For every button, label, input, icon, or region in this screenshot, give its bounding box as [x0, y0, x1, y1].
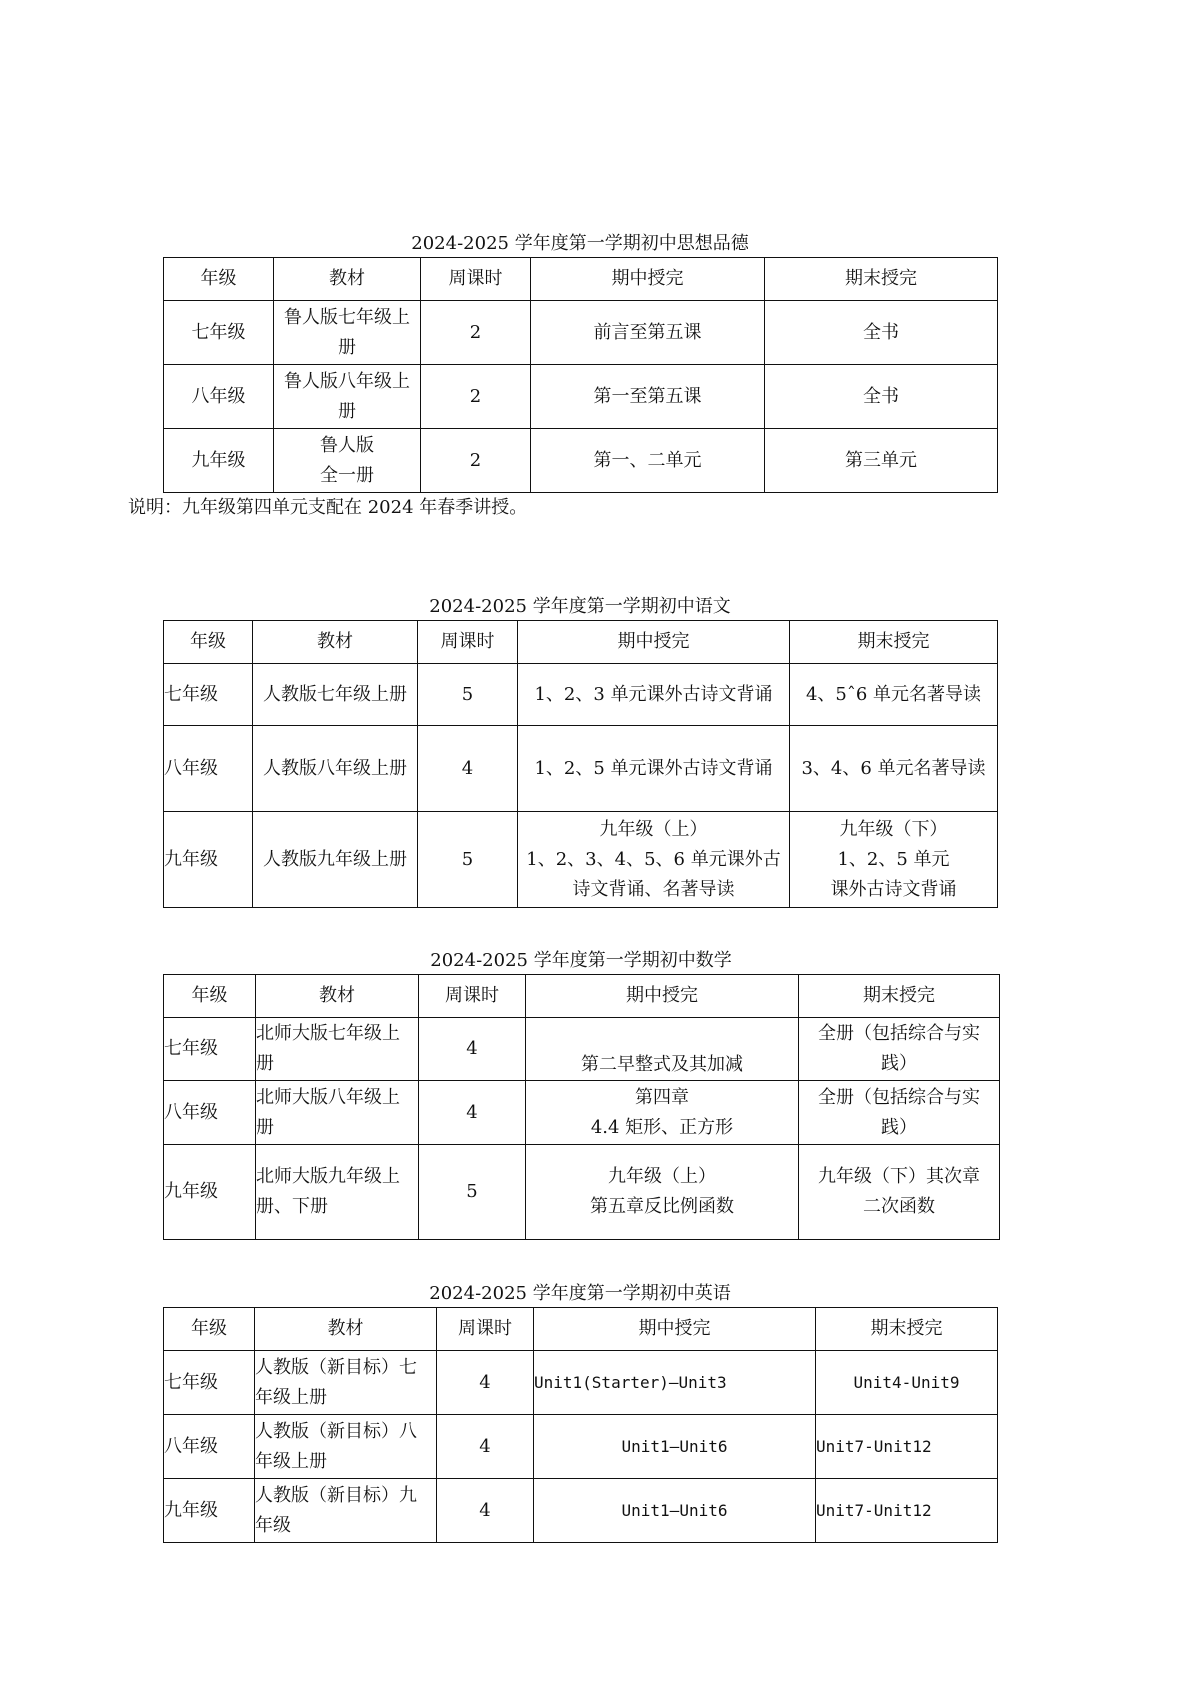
header-midterm: 期中授完 — [531, 258, 765, 301]
table-header-row — [164, 258, 998, 301]
moral-table-title: 2024-2025 学年度第一学期初中思想品德 — [411, 233, 749, 254]
grade-cell: 八年级 — [164, 726, 253, 812]
midterm-cell: 第四章 4.4 矩形、正方形 — [526, 1081, 799, 1145]
table-row — [164, 301, 998, 365]
hours-cell: 5 — [419, 1145, 526, 1240]
final-cell: 3、4、6 单元名著导读 — [790, 726, 998, 812]
table-row — [164, 1415, 998, 1479]
header-weekly-hours: 周课时 — [437, 1308, 534, 1351]
grade-cell: 九年级 — [164, 429, 274, 493]
hours-cell: 2 — [421, 365, 531, 429]
table-row — [164, 1479, 998, 1543]
final-cell: Unit4-Unit9 — [816, 1351, 998, 1415]
header-final: 期末授完 — [790, 621, 998, 664]
hours-cell: 2 — [421, 301, 531, 365]
header-weekly-hours: 周课时 — [421, 258, 531, 301]
textbook-cell: 鲁人版八年级上 册 — [274, 365, 421, 429]
table-header-row — [164, 1308, 998, 1351]
table-row — [164, 1081, 1000, 1145]
header-final: 期末授完 — [799, 975, 1000, 1018]
final-cell: 全册（包括综合与实 践） — [799, 1018, 1000, 1081]
header-textbook: 教材 — [256, 975, 419, 1018]
header-midterm: 期中授完 — [526, 975, 799, 1018]
textbook-cell: 人教版（新目标）七 年级上册 — [255, 1351, 437, 1415]
moral-table-note: 说明：九年级第四单元支配在 2024 年春季讲授。 — [128, 497, 528, 518]
header-grade: 年级 — [164, 621, 253, 664]
midterm-cell: 1、2、3 单元课外古诗文背诵 — [518, 664, 790, 726]
final-cell: 第三单元 — [765, 429, 998, 493]
midterm-cell: 九年级（上） 1、2、3、4、5、6 单元课外古 诗文背诵、名著导读 — [518, 812, 790, 908]
final-cell: Unit7-Unit12 — [816, 1479, 998, 1543]
table-row — [164, 429, 998, 493]
hours-cell: 5 — [418, 812, 518, 908]
textbook-cell: 人教版（新目标）九 年级 — [255, 1479, 437, 1543]
midterm-cell: 前言至第五课 — [531, 301, 765, 365]
textbook-cell: 北师大版九年级上 册、下册 — [256, 1145, 419, 1240]
chinese-table-title: 2024-2025 学年度第一学期初中语文 — [429, 596, 731, 617]
table-row — [164, 812, 998, 908]
header-textbook: 教材 — [255, 1308, 437, 1351]
table-row — [164, 1351, 998, 1415]
final-cell: 九年级（下）其次章 二次函数 — [799, 1145, 1000, 1240]
header-grade: 年级 — [164, 975, 256, 1018]
table-row — [164, 726, 998, 812]
header-midterm: 期中授完 — [518, 621, 790, 664]
header-midterm: 期中授完 — [534, 1308, 816, 1351]
grade-cell: 九年级 — [164, 812, 253, 908]
table-row — [164, 365, 998, 429]
final-cell: 4、5ˆ6 单元名著导读 — [790, 664, 998, 726]
hours-cell: 4 — [419, 1081, 526, 1145]
midterm-cell: 第二早整式及其加减 — [526, 1018, 799, 1081]
midterm-cell: Unit1—Unit6 — [534, 1415, 816, 1479]
midterm-cell: 第一至第五课 — [531, 365, 765, 429]
grade-cell: 七年级 — [164, 664, 253, 726]
math-table — [163, 974, 1000, 1240]
header-grade: 年级 — [164, 1308, 255, 1351]
table-row — [164, 1145, 1000, 1240]
grade-cell: 七年级 — [164, 301, 274, 365]
math-table-title: 2024-2025 学年度第一学期初中数学 — [430, 950, 732, 971]
grade-cell: 九年级 — [164, 1479, 255, 1543]
header-final: 期末授完 — [765, 258, 998, 301]
hours-cell: 4 — [437, 1479, 534, 1543]
english-table-title: 2024-2025 学年度第一学期初中英语 — [429, 1283, 731, 1304]
grade-cell: 七年级 — [164, 1018, 256, 1081]
textbook-cell: 鲁人版七年级上 册 — [274, 301, 421, 365]
textbook-cell: 鲁人版 全一册 — [274, 429, 421, 493]
grade-cell: 八年级 — [164, 365, 274, 429]
english-table — [163, 1307, 998, 1543]
header-grade: 年级 — [164, 258, 274, 301]
textbook-cell: 人教版（新目标）八 年级上册 — [255, 1415, 437, 1479]
hours-cell: 4 — [419, 1018, 526, 1081]
hours-cell: 4 — [418, 726, 518, 812]
header-weekly-hours: 周课时 — [419, 975, 526, 1018]
textbook-cell: 人教版七年级上册 — [253, 664, 418, 726]
final-cell: Unit7-Unit12 — [816, 1415, 998, 1479]
table-header-row — [164, 975, 1000, 1018]
final-cell: 全册（包括综合与实 践） — [799, 1081, 1000, 1145]
chinese-table — [163, 620, 998, 908]
final-cell: 全书 — [765, 365, 998, 429]
moral-table — [163, 257, 998, 493]
midterm-cell: Unit1—Unit6 — [534, 1479, 816, 1543]
hours-cell: 4 — [437, 1415, 534, 1479]
table-row — [164, 1018, 1000, 1081]
hours-cell: 2 — [421, 429, 531, 493]
header-final: 期末授完 — [816, 1308, 998, 1351]
final-cell: 全书 — [765, 301, 998, 365]
hours-cell: 5 — [418, 664, 518, 726]
hours-cell: 4 — [437, 1351, 534, 1415]
textbook-cell: 北师大版八年级上 册 — [256, 1081, 419, 1145]
grade-cell: 七年级 — [164, 1351, 255, 1415]
grade-cell: 八年级 — [164, 1415, 255, 1479]
table-row — [164, 664, 998, 726]
final-cell: 九年级（下） 1、2、5 单元 课外古诗文背诵 — [790, 812, 998, 908]
table-header-row — [164, 621, 998, 664]
header-textbook: 教材 — [274, 258, 421, 301]
header-weekly-hours: 周课时 — [418, 621, 518, 664]
textbook-cell: 人教版九年级上册 — [253, 812, 418, 908]
header-textbook: 教材 — [253, 621, 418, 664]
textbook-cell: 人教版八年级上册 — [253, 726, 418, 812]
midterm-cell: 九年级（上） 第五章反比例函数 — [526, 1145, 799, 1240]
textbook-cell: 北师大版七年级上 册 — [256, 1018, 419, 1081]
midterm-cell: 1、2、5 单元课外古诗文背诵 — [518, 726, 790, 812]
grade-cell: 九年级 — [164, 1145, 256, 1240]
grade-cell: 八年级 — [164, 1081, 256, 1145]
midterm-cell: 第一、二单元 — [531, 429, 765, 493]
midterm-cell: Unit1(Starter)—Unit3 — [534, 1351, 816, 1415]
